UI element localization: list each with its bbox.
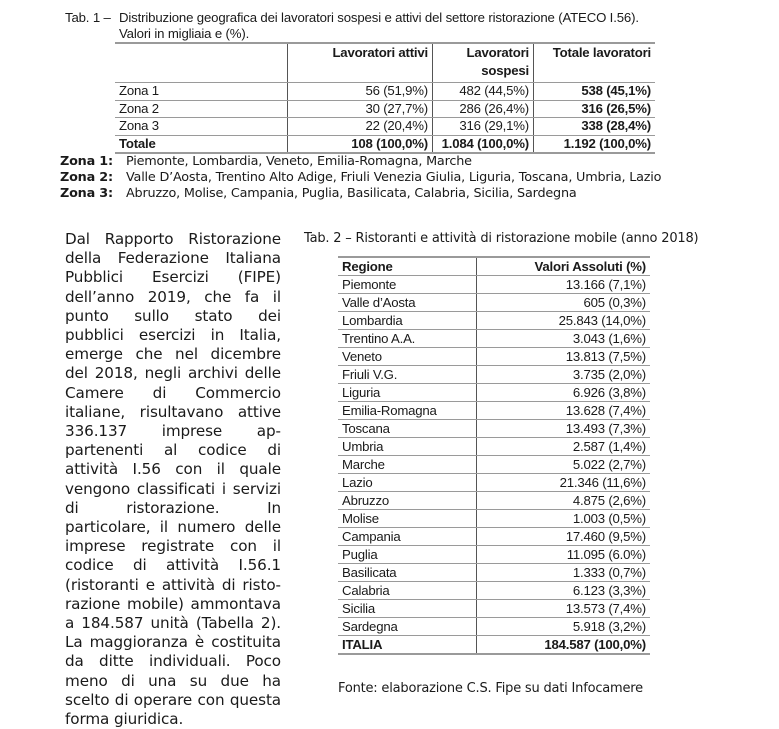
- table1-caption-label: Tab. 1 –: [65, 10, 111, 25]
- table-row: [338, 384, 650, 402]
- table-row: [115, 118, 655, 136]
- table2-cell-region: Trentino A.A.: [338, 330, 477, 348]
- table2-cell-value: 11.095 (6.0%): [477, 546, 651, 564]
- table2-cell-region: Emilia-Romagna: [338, 402, 477, 420]
- table2-cell-region: Valle d’Aosta: [338, 294, 477, 312]
- table2-cell-value: 184.587 (100,0%): [477, 636, 651, 655]
- table2-cell-region: Marche: [338, 456, 477, 474]
- table1-cell-zone: Zona 3: [115, 118, 288, 136]
- table1-cell-active: 30 (27,7%): [288, 100, 433, 118]
- table-row: [338, 330, 650, 348]
- zone-legend-item: [60, 170, 661, 186]
- table-row: [338, 276, 650, 294]
- table2-cell-value: 3.043 (1,6%): [477, 330, 651, 348]
- table-row: [115, 100, 655, 118]
- table1-cell-zone: Zona 1: [115, 83, 288, 101]
- table2-cell-value: 3.735 (2,0%): [477, 366, 651, 384]
- table-row: [338, 474, 650, 492]
- table2-cell-value: 13.813 (7,5%): [477, 348, 651, 366]
- table2-header-region: Regione: [338, 257, 477, 276]
- table-row: [338, 510, 650, 528]
- table2-cell-region: Lazio: [338, 474, 477, 492]
- table1-cell-total: 538 (45,1%): [534, 83, 656, 101]
- table-row: [115, 83, 655, 101]
- table-row: [338, 564, 650, 582]
- table1-cell-suspended: 482 (44,5%): [433, 83, 534, 101]
- table1-cell-suspended: 1.084 (100,0%): [433, 135, 534, 153]
- table-row: [338, 492, 650, 510]
- table1-cell-active: 22 (20,4%): [288, 118, 433, 136]
- table2-cell-region: Calabria: [338, 582, 477, 600]
- table2-cell-value: 13.166 (7,1%): [477, 276, 651, 294]
- table2-cell-region: Sardegna: [338, 618, 477, 636]
- table2-cell-value: 1.333 (0,7%): [477, 564, 651, 582]
- table1-header-total: Totale lavoratori: [534, 43, 656, 83]
- table1-cell-zone: Zona 2: [115, 100, 288, 118]
- zone-regions: Abruzzo, Molise, Campania, Puglia, Basilicata, Calabria, Sicilia, Sardegna: [126, 186, 577, 201]
- zone-label: Zona 1:: [60, 154, 113, 169]
- table2-cell-value: 4.875 (2,6%): [477, 492, 651, 510]
- table2-cell-value: 5.918 (3,2%): [477, 618, 651, 636]
- table1-caption-subtitle: Valori in migliaia e (%).: [119, 26, 250, 41]
- table2-cell-value: 605 (0,3%): [477, 294, 651, 312]
- table2-cell-region: Veneto: [338, 348, 477, 366]
- table2-cell-value: 17.460 (9,5%): [477, 528, 651, 546]
- table1-header-suspended-text: Lavoratori sospesi: [466, 45, 529, 78]
- table2-cell-value: 25.843 (14,0%): [477, 312, 651, 330]
- table-row: [338, 438, 650, 456]
- table2-cell-region: Liguria: [338, 384, 477, 402]
- table1-cell-total: 316 (26,5%): [534, 100, 656, 118]
- table2-source-note: Fonte: elaborazione C.S. Fipe su dati Infocamere: [338, 681, 643, 696]
- table1-header-empty: [115, 43, 288, 83]
- table1-workers-by-zone: [115, 42, 655, 154]
- table2-cell-value: 13.573 (7,4%): [477, 600, 651, 618]
- table-row: [338, 294, 650, 312]
- table1-header-suspended: [433, 43, 534, 83]
- zone-legend-item: [60, 154, 661, 170]
- table-row: [338, 582, 650, 600]
- zone-label: Zona 3:: [60, 186, 113, 201]
- table-row: [338, 402, 650, 420]
- table-row: [338, 618, 650, 636]
- table2-cell-value: 21.346 (11,6%): [477, 474, 651, 492]
- zone-label: Zona 2:: [60, 170, 113, 185]
- table1-cell-suspended: 316 (29,1%): [433, 118, 534, 136]
- table2-total-row: [338, 636, 650, 655]
- table-row: [338, 456, 650, 474]
- table1-cell-active: 108 (100,0%): [288, 135, 433, 153]
- table2-cell-region: Toscana: [338, 420, 477, 438]
- table-row: [338, 546, 650, 564]
- table-row: [338, 420, 650, 438]
- table-row: [338, 528, 650, 546]
- table2-cell-value: 5.022 (2,7%): [477, 456, 651, 474]
- table2-cell-value: 6.926 (3,8%): [477, 384, 651, 402]
- table2-cell-region: Lombardia: [338, 312, 477, 330]
- table1-cell-total: 1.192 (100,0%): [534, 135, 656, 153]
- table-row: [338, 366, 650, 384]
- table1-cell-zone: Totale: [115, 135, 288, 153]
- table2-cell-region: Sicilia: [338, 600, 477, 618]
- table2-cell-region: Campania: [338, 528, 477, 546]
- table2-cell-value: 2.587 (1,4%): [477, 438, 651, 456]
- table1-cell-active: 56 (51,9%): [288, 83, 433, 101]
- table2-cell-region: Friuli V.G.: [338, 366, 477, 384]
- table1-header-row: [115, 43, 655, 83]
- table2-cell-region: Puglia: [338, 546, 477, 564]
- body-paragraph: Dal Rapporto Ristorazione della Federazione Italiana Pubblici Esercizi (FIPE) dell’anno 2019, che fa il punto sullo stato dei pubblici esercizi in Italia, emerge che nel dicembre del 2018, negli archivi delle Camere di Commercio italiane, risultavano attive 336.137 imprese appartenenti al codice di attività I.56 con il quale vengono classificati i servizi di ristorazione. In particolare, il numero delle imprese registrate con il codice di attività I.56.1 (ristoranti e attività di ristorazione mobile) ammontava a 184.587 unità (Tabella 2). La maggioranza è costituita da ditte individuali. Poco meno di una su due ha scelto di operare con questa forma giuridica.: [65, 230, 281, 729]
- table2-caption: Tab. 2 – Ristoranti e attività di ristorazione mobile (anno 2018): [304, 231, 699, 246]
- table2-cell-region: Basilicata: [338, 564, 477, 582]
- table2-cell-value: 6.123 (3,3%): [477, 582, 651, 600]
- table2-cell-value: 1.003 (0,5%): [477, 510, 651, 528]
- table2-header-value: Valori Assoluti (%): [477, 257, 651, 276]
- table1-caption-title: Distribuzione geografica dei lavoratori sospesi e attivi del settore ristorazione (ATECO I.56).: [119, 10, 639, 25]
- zone-legend-item: [60, 186, 661, 202]
- table-row: [338, 312, 650, 330]
- table2-cell-region: Molise: [338, 510, 477, 528]
- table1-total-row: [115, 135, 655, 153]
- zone-regions: Piemonte, Lombardia, Veneto, Emilia-Romagna, Marche: [126, 154, 472, 169]
- table1-cell-suspended: 286 (26,4%): [433, 100, 534, 118]
- table1-caption: [65, 10, 765, 42]
- table2-cell-region: Piemonte: [338, 276, 477, 294]
- table2-restaurants-by-region: [338, 256, 650, 655]
- zone-legend: [60, 154, 661, 202]
- table2-body: [338, 276, 650, 636]
- table2-cell-region: Umbria: [338, 438, 477, 456]
- table2-cell-region: ITALIA: [338, 636, 477, 655]
- table-row: [338, 348, 650, 366]
- table2-header-row: [338, 257, 650, 276]
- table-row: [338, 600, 650, 618]
- table1-cell-total: 338 (28,4%): [534, 118, 656, 136]
- table1-header-active: Lavoratori attivi: [288, 43, 433, 83]
- table2-cell-value: 13.628 (7,4%): [477, 402, 651, 420]
- zone-regions: Valle D’Aosta, Trentino Alto Adige, Friuli Venezia Giulia, Liguria, Toscana, Umbria, Lazio: [126, 170, 662, 185]
- table2-cell-value: 13.493 (7,3%): [477, 420, 651, 438]
- table2-cell-region: Abruzzo: [338, 492, 477, 510]
